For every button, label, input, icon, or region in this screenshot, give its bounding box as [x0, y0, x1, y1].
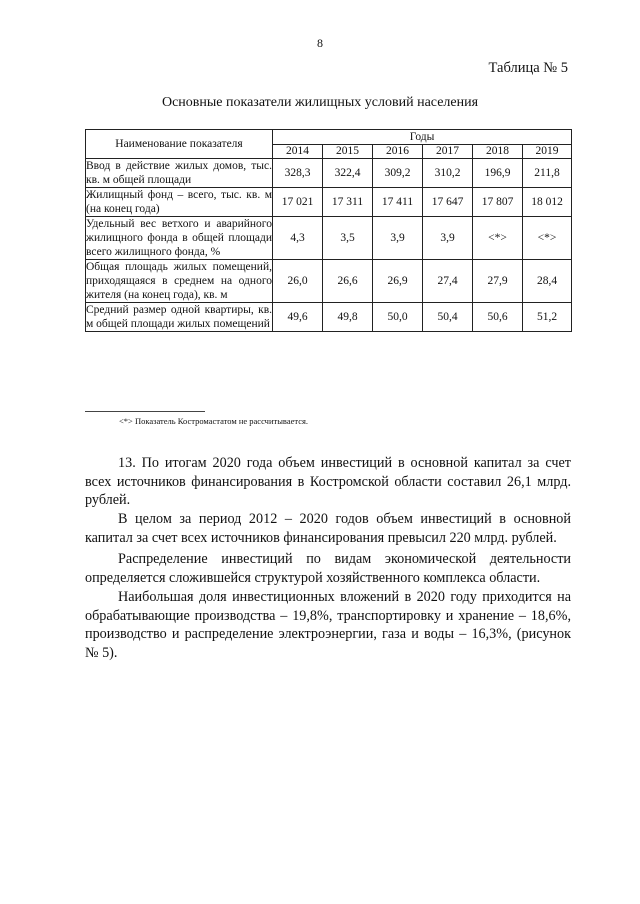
- table-cell: <*>: [523, 217, 572, 260]
- table-cell: 17 311: [323, 188, 373, 217]
- indicator-name: Общая площадь жилых помещений, приходящаяся в среднем на одного жителя (на конец года), кв. м: [86, 261, 272, 301]
- year-header: 2017: [423, 145, 473, 159]
- table-cell: 4,3: [273, 217, 323, 260]
- year-header: 2014: [273, 145, 323, 159]
- housing-indicators-table: [85, 129, 572, 332]
- table-cell: 27,9: [473, 260, 523, 303]
- table-cell: 50,4: [423, 303, 473, 332]
- footnote-divider: [85, 411, 205, 412]
- table-row: [86, 188, 572, 217]
- table-cell: 3,5: [323, 217, 373, 260]
- table-cell: 18 012: [523, 188, 572, 217]
- table-cell: 17 807: [473, 188, 523, 217]
- table-row: [86, 159, 572, 188]
- table-cell: 196,9: [473, 159, 523, 188]
- table-cell: 50,6: [473, 303, 523, 332]
- table-cell: 211,8: [523, 159, 572, 188]
- table-cell: 26,0: [273, 260, 323, 303]
- year-header: 2018: [473, 145, 523, 159]
- table-header-row: [86, 130, 572, 145]
- indicator-name: Удельный вес ветхого и аварийного жилищного фонда в общей площади всего жилищного фонда, %: [86, 218, 272, 258]
- table-cell: 3,9: [423, 217, 473, 260]
- indicator-name: Жилищный фонд – всего, тыс. кв. м (на конец года): [86, 189, 272, 215]
- footnote: <*> Показатель Костромастатом не рассчитывается.: [119, 416, 309, 426]
- table-cell: 310,2: [423, 159, 473, 188]
- table-cell: 26,6: [323, 260, 373, 303]
- table-cell: 322,4: [323, 159, 373, 188]
- year-header: 2016: [373, 145, 423, 159]
- table-cell: 51,2: [523, 303, 572, 332]
- paragraph: Наибольшая доля инвестиционных вложений в 2020 году приходится на обрабатывающие производства – 19,8%, транспортировку и хранение – 18,6%, производство и распределение электроэнергии, газа и воды – 16,3%, (рисунок № 5).: [85, 589, 571, 661]
- indicator-name: Средний размер одной квартиры, кв. м общей площади жилых помещений: [86, 304, 272, 330]
- indicator-name: Ввод в действие жилых домов, тыс. кв. м общей площади: [86, 160, 272, 186]
- year-header: 2019: [523, 145, 572, 159]
- table-row: [86, 260, 572, 303]
- table-row: [86, 217, 572, 260]
- indicator-name-header: Наименование показателя: [86, 130, 273, 159]
- table-cell: 309,2: [373, 159, 423, 188]
- table-cell: 49,6: [273, 303, 323, 332]
- paragraph: 13. По итогам 2020 года объем инвестиций в основной капитал за счет всех источников финансирования в Костромской области составил 26,1 млрд. рублей.: [85, 455, 571, 508]
- table-cell: 328,3: [273, 159, 323, 188]
- table-cell: 28,4: [523, 260, 572, 303]
- table-cell: 27,4: [423, 260, 473, 303]
- table-cell: 49,8: [323, 303, 373, 332]
- table-cell: 26,9: [373, 260, 423, 303]
- table-cell: 3,9: [373, 217, 423, 260]
- table-label: Таблица № 5: [488, 60, 568, 76]
- year-header: 2015: [323, 145, 373, 159]
- table-cell: 50,0: [373, 303, 423, 332]
- table-cell: 17 647: [423, 188, 473, 217]
- page-number: 8: [317, 36, 323, 50]
- years-header: Годы: [273, 130, 572, 145]
- paragraph: В целом за период 2012 – 2020 годов объем инвестиций в основной капитал за счет всех источников финансирования превысил 220 млрд. рублей.: [85, 511, 571, 546]
- table-row: [86, 303, 572, 332]
- paragraph: Распределение инвестиций по видам экономической деятельности определяется сложившейся структурой хозяйственного комплекса области.: [85, 551, 571, 586]
- table-cell: 17 021: [273, 188, 323, 217]
- table-cell: 17 411: [373, 188, 423, 217]
- table-title: Основные показатели жилищных условий населения: [161, 95, 479, 110]
- table-cell: <*>: [473, 217, 523, 260]
